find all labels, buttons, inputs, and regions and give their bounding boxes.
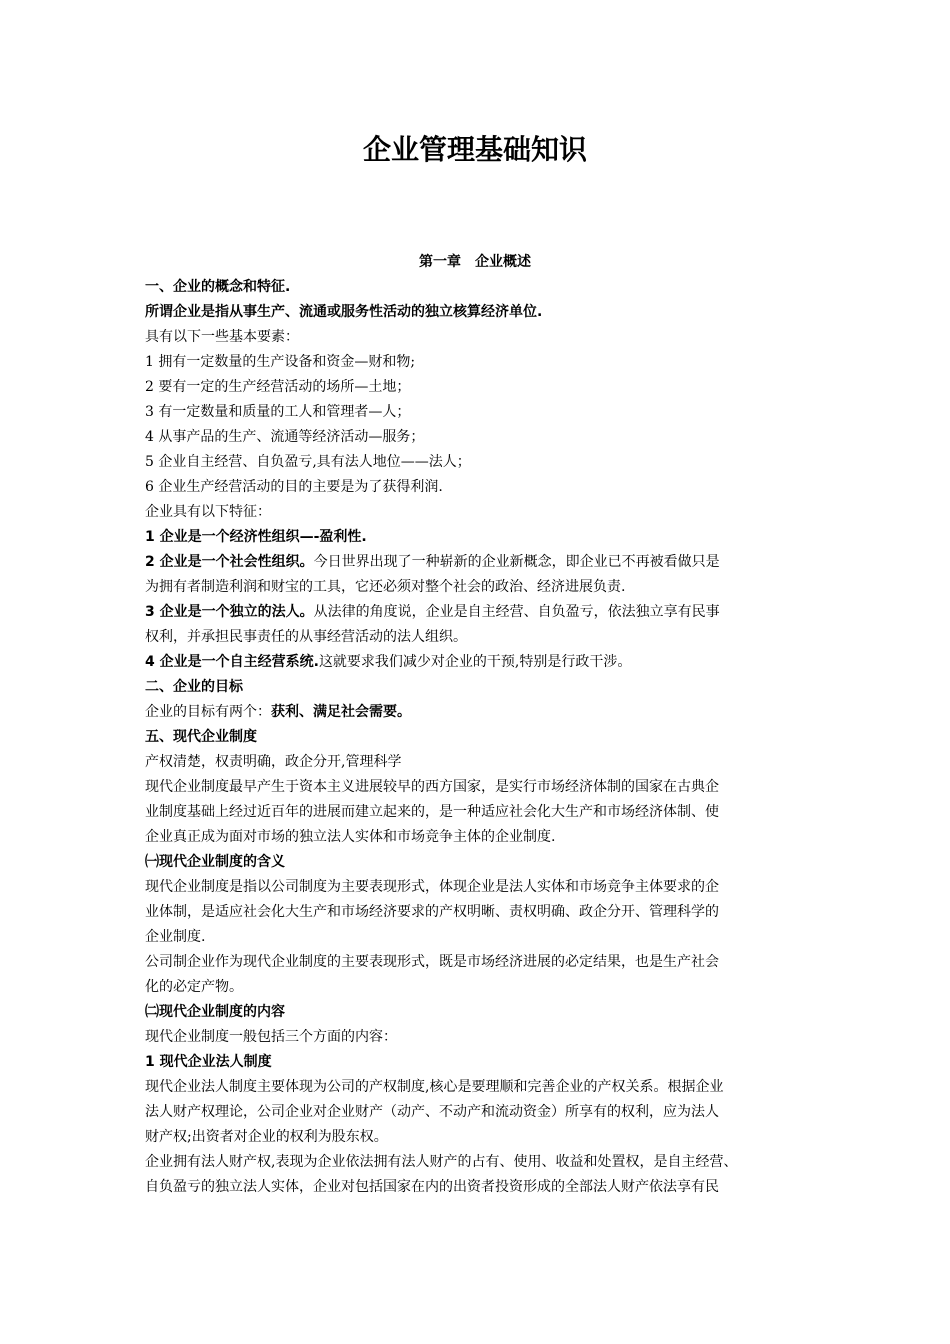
text-line <box>145 350 825 375</box>
text-line <box>145 300 825 325</box>
text-line <box>145 550 825 575</box>
text-line <box>145 475 825 500</box>
text-line <box>145 575 825 600</box>
body-text: 3 有一定数量和质量的工人和管理者—人； <box>145 404 411 420</box>
chapter-heading: 第一章 企业概述 <box>419 254 531 270</box>
text-line <box>145 625 825 650</box>
text-line <box>145 1125 825 1150</box>
body-text: 财产权;出资者对企业的权利为股东权。 <box>145 1129 388 1145</box>
bold-text: 五、现代企业制度 <box>145 729 257 745</box>
text-line <box>145 1150 825 1175</box>
body-text: 企业的目标有两个： <box>145 704 271 720</box>
text-line <box>145 600 825 625</box>
text-line <box>145 500 825 525</box>
bold-text: 2 企业是一个社会性组织。 <box>145 554 314 570</box>
text-line <box>145 925 825 950</box>
text-line <box>145 1075 825 1100</box>
text-line <box>145 775 825 800</box>
bold-text: 1 现代企业法人制度 <box>145 1054 272 1070</box>
body-text: 1 拥有一定数量的生产设备和资金—财和物; <box>145 354 416 370</box>
body-text: 法人财产权理论，公司企业对企业财产（动产、不动产和流动资金）所享有的权利，应为法人 <box>145 1104 719 1120</box>
text-line <box>145 950 825 975</box>
bold-text: 一、企业的概念和特征. <box>145 279 291 295</box>
bold-text: 3 企业是一个独立的法人。 <box>145 604 314 620</box>
body-text: 企业真正成为面对市场的独立法人实体和市场竞争主体的企业制度. <box>145 829 556 845</box>
bold-text: 获利、满足社会需要。 <box>271 704 411 720</box>
text-line <box>145 900 825 925</box>
body-text: 从法律的角度说，企业是自主经营、自负盈亏，依法独立享有民事 <box>313 604 720 620</box>
text-line <box>145 850 825 875</box>
body-text: 2 要有一定的生产经营活动的场所—土地； <box>145 379 411 395</box>
body-text: 这就要求我们减少对企业的干预,特别是行政干涉。 <box>318 654 632 670</box>
body-text: 今日世界出现了一种崭新的企业新概念，即企业已不再被看做只是 <box>313 554 720 570</box>
text-line <box>145 1000 825 1025</box>
body-text: 化的必定产物。 <box>145 979 243 995</box>
bold-text: 4 企业是一个自主经营系统. <box>145 654 319 670</box>
text-line <box>145 450 825 475</box>
text-line <box>145 750 825 775</box>
body-text: 现代企业法人制度主要体现为公司的产权制度,核心是要理顺和完善企业的产权关系。根据企业 <box>145 1079 724 1095</box>
bold-text: ㈡现代企业制度的内容 <box>145 1004 285 1020</box>
body-text: 现代企业制度最早产生于资本主义进展较早的西方国家，是实行市场经济体制的国家在古典企 <box>145 779 719 795</box>
document-body <box>145 275 825 1200</box>
text-line <box>145 825 825 850</box>
bold-text: ㈠现代企业制度的含义 <box>145 854 285 870</box>
text-line <box>145 650 825 675</box>
body-text: 权利，并承担民事责任的从事经营活动的法人组织。 <box>145 629 467 645</box>
text-line <box>145 400 825 425</box>
body-text: 公司制企业作为现代企业制度的主要表现形式，既是市场经济进展的必定结果，也是生产社会 <box>145 954 719 970</box>
body-text: 自负盈亏的独立法人实体，企业对包括国家在内的出资者投资形成的全部法人财产依法享有民 <box>145 1179 719 1195</box>
document-title: 企业管理基础知识 <box>362 133 587 166</box>
text-line <box>145 375 825 400</box>
bold-text: 1 企业是一个经济性组织—-盈利性. <box>145 529 367 545</box>
text-line <box>145 975 825 1000</box>
text-line <box>145 325 825 350</box>
text-line <box>145 1050 825 1075</box>
text-line <box>145 275 825 300</box>
body-text: 4 从事产品的生产、流通等经济活动—服务； <box>145 429 425 445</box>
body-text: 具有以下一些基本要素： <box>145 329 299 345</box>
text-line <box>145 1025 825 1050</box>
text-line <box>145 1100 825 1125</box>
text-line <box>145 725 825 750</box>
bold-text: 所谓企业是指从事生产、流通或服务性活动的独立核算经济单位. <box>145 304 543 320</box>
body-text: 企业具有以下特征： <box>145 504 271 520</box>
body-text: 现代企业制度一般包括三个方面的内容： <box>145 1029 397 1045</box>
text-line <box>145 875 825 900</box>
body-text: 企业制度. <box>145 929 206 945</box>
body-text: 产权清楚，权责明确，政企分开,管理科学 <box>145 754 402 770</box>
text-line <box>145 675 825 700</box>
text-line <box>145 1175 825 1200</box>
body-text: 现代企业制度是指以公司制度为主要表现形式，体现企业是法人实体和市场竞争主体要求的企 <box>145 879 719 895</box>
text-line <box>145 700 825 725</box>
body-text: 5 企业自主经营、自负盈亏,具有法人地位——法人； <box>145 454 471 470</box>
text-line <box>145 425 825 450</box>
body-text: 业体制，是适应社会化大生产和市场经济要求的产权明晰、责权明确、政企分开、管理科学的 <box>145 904 719 920</box>
body-text: 6 企业生产经营活动的目的主要是为了获得利润. <box>145 479 443 495</box>
body-text: 企业拥有法人财产权,表现为企业依法拥有法人财产的占有、使用、收益和处置权，是自主经营、 <box>145 1154 738 1170</box>
body-text: 为拥有者制造利润和财宝的工具，它还必须对整个社会的政治、经济进展负责. <box>145 579 626 595</box>
text-line <box>145 800 825 825</box>
text-line <box>145 525 825 550</box>
bold-text: 二、企业的目标 <box>145 679 243 695</box>
body-text: 业制度基础上经过近百年的进展而建立起来的，是一种适应社会化大生产和市场经济体制、使 <box>145 804 719 820</box>
